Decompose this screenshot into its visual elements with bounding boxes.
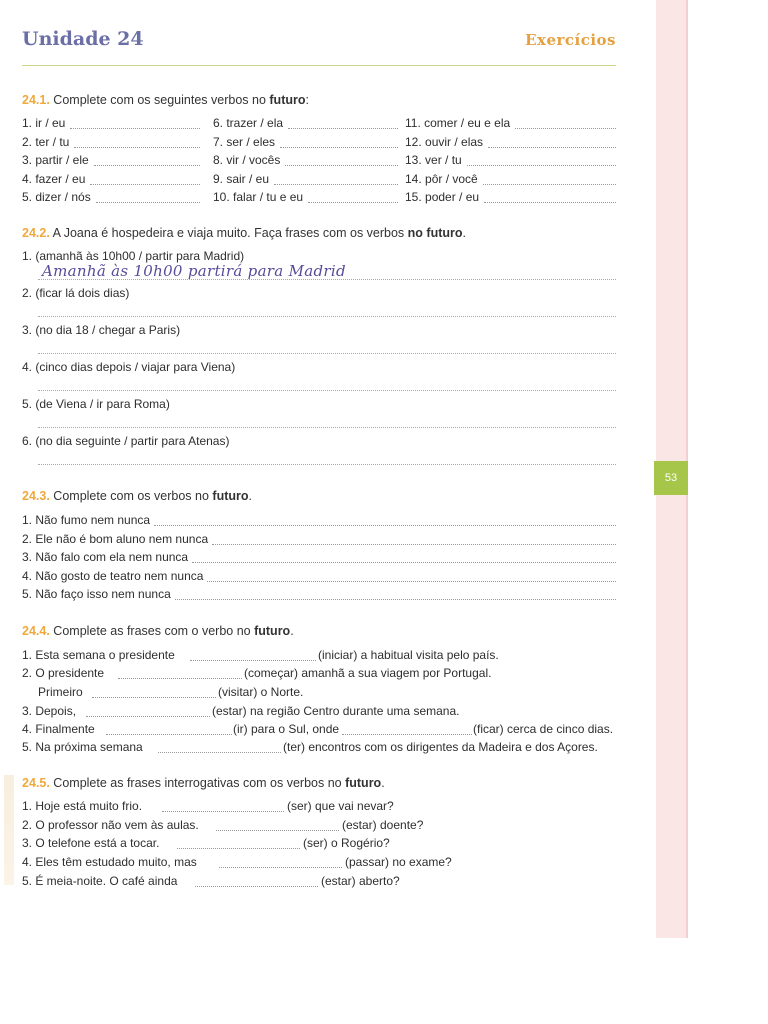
exercise-instruction: Complete com os verbos no <box>53 489 213 503</box>
unit-title: Unidade 24 <box>22 28 144 50</box>
verb-prompt: 3. partir / ele <box>22 153 89 167</box>
answer-blank[interactable] <box>280 147 398 148</box>
verb-prompt: 7. ser / eles <box>213 134 276 149</box>
answer-blank[interactable] <box>86 716 210 717</box>
answer-blank[interactable] <box>212 544 616 545</box>
exercise-number: 24.3. <box>22 489 50 503</box>
answer-blank[interactable] <box>288 128 398 129</box>
sentence-prompt: 4. Não gosto de teatro nem nunca <box>22 568 204 583</box>
exercise-instruction: A Joana é hospedeira e viaja muito. Faça frases com os verbos <box>52 226 408 240</box>
answer-blank[interactable] <box>467 165 616 166</box>
exercise-instruction: Complete as frases com o verbo no <box>53 624 255 638</box>
answer-blank[interactable] <box>207 581 616 582</box>
margin-decoration <box>4 775 14 885</box>
sentence-end: (ter) encontros com os dirigentes da Madeira e dos Açores. <box>283 740 598 754</box>
verb-prompt: 15. poder / eu <box>405 190 480 204</box>
answer-blank[interactable] <box>94 165 200 166</box>
question-end: (ser) o Rogério? <box>303 836 390 850</box>
answer-line[interactable] <box>38 390 616 391</box>
verb-prompt: 13. ver / tu <box>405 153 462 167</box>
verb-prompt: 1. ir / eu <box>22 116 66 130</box>
verb-prompt: 14. pôr / você <box>405 171 478 186</box>
answer-blank[interactable] <box>195 886 318 887</box>
answer-blank[interactable] <box>177 848 300 849</box>
answer-blank[interactable] <box>488 147 616 148</box>
answer-blank[interactable] <box>90 184 200 185</box>
question-end: (estar) aberto? <box>321 874 400 888</box>
answer-line[interactable] <box>38 316 616 317</box>
verb-prompt: 9. sair / eu <box>213 171 270 186</box>
sentence-prompt: 5. Na próxima semana <box>22 740 143 754</box>
exercise-instruction: Complete as frases interrogativas com os verbos no <box>53 776 346 790</box>
exercise-24-2-heading <box>22 226 466 240</box>
verb-prompt: 8. vir / vocês <box>213 153 281 167</box>
sentence-end: (começar) amanhã a sua viagem por Portugal. <box>244 666 492 680</box>
sentence-prompt: 5. (de Viena / ir para Roma) <box>22 397 170 411</box>
sentence-prompt: 1. (amanhã às 10h00 / partir para Madrid) <box>22 249 245 263</box>
sentence-prompt: 2. Ele não é bom aluno nem nunca <box>22 531 209 546</box>
answer-blank[interactable] <box>74 147 200 148</box>
exercise-number: 24.2. <box>22 226 50 240</box>
sentence-prompt: 1. Não fumo nem nunca <box>22 513 151 527</box>
sentence-end: (visitar) o Norte. <box>218 685 304 699</box>
answer-blank[interactable] <box>158 752 281 753</box>
verb-prompt: 4. fazer / eu <box>22 171 86 186</box>
exercise-number: 24.1. <box>22 93 50 107</box>
answer-blank[interactable] <box>342 734 472 735</box>
question-prompt: 5. É meia-noite. O café ainda <box>22 874 178 888</box>
answer-blank[interactable] <box>274 184 398 185</box>
header-divider <box>22 65 616 66</box>
instruction-keyword: futuro <box>254 624 291 638</box>
answer-blank[interactable] <box>118 678 242 679</box>
page-number-tab: 53 <box>654 461 688 495</box>
sentence-prompt: 2. O presidente <box>22 666 105 680</box>
exercise-24-5-heading <box>22 776 385 790</box>
instruction-keyword: futuro <box>212 489 249 503</box>
answer-line[interactable] <box>38 464 616 465</box>
answer-line[interactable] <box>38 353 616 354</box>
sentence-prompt: 4. (cinco dias depois / viajar para Viena) <box>22 360 236 374</box>
verb-prompt: 5. dizer / nós <box>22 190 91 204</box>
instruction-end: : <box>305 93 309 107</box>
answer-blank[interactable] <box>308 202 398 203</box>
question-prompt: 4. Eles têm estudado muito, mas <box>22 855 197 869</box>
sentence-prompt: Primeiro <box>38 685 83 699</box>
answer-blank[interactable] <box>106 734 232 735</box>
answer-blank[interactable] <box>483 184 616 185</box>
answer-blank[interactable] <box>154 525 616 526</box>
section-title: Exercícios <box>525 31 616 49</box>
sentence-prompt: 3. Não falo com ela nem nunca <box>22 550 189 564</box>
answer-blank[interactable] <box>175 599 616 600</box>
verb-prompt: 12. ouvir / elas <box>405 134 484 149</box>
sentence-middle: (ir) para o Sul, onde <box>233 722 340 736</box>
exercise-24-4-heading <box>22 624 294 638</box>
instruction-keyword: no futuro <box>407 226 463 240</box>
verb-prompt: 10. falar / tu e eu <box>213 190 304 204</box>
exercise-instruction: Complete com os seguintes verbos no <box>53 93 270 107</box>
question-prompt: 3. O telefone está a tocar. <box>22 836 160 850</box>
exercise-24-1-heading <box>22 93 309 107</box>
sentence-prompt: 3. (no dia 18 / chegar a Paris) <box>22 323 181 337</box>
instruction-end: . <box>462 226 466 240</box>
answer-blank[interactable] <box>92 697 216 698</box>
exercise-number: 24.4. <box>22 624 50 638</box>
answer-blank[interactable] <box>162 811 284 812</box>
verb-prompt: 11. comer / eu e ela <box>405 116 511 130</box>
answer-blank[interactable] <box>515 128 616 129</box>
question-prompt: 2. O professor não vem às aulas. <box>22 818 199 832</box>
sentence-end: (estar) na região Centro durante uma semana. <box>212 704 460 718</box>
handwritten-answer: Amanhã às 10h00 partirá para Madrid <box>42 262 346 280</box>
question-end: (ser) que vai nevar? <box>287 799 394 813</box>
answer-blank[interactable] <box>96 202 200 203</box>
answer-blank[interactable] <box>192 562 616 563</box>
answer-line[interactable] <box>38 427 616 428</box>
sentence-end: (ficar) cerca de cinco dias. <box>473 722 614 736</box>
answer-blank[interactable] <box>216 830 339 831</box>
answer-blank[interactable] <box>285 165 398 166</box>
sentence-prompt: 5. Não faço isso nem nunca <box>22 587 171 601</box>
question-end: (estar) doente? <box>342 818 424 832</box>
instruction-end: . <box>381 776 385 790</box>
sentence-prompt: 2. (ficar lá dois dias) <box>22 286 130 300</box>
sentence-end: (iniciar) a habitual visita pelo país. <box>318 648 499 662</box>
sentence-prompt: 3. Depois, <box>22 704 77 718</box>
sentence-prompt: 6. (no dia seguinte / partir para Atenas) <box>22 434 230 448</box>
exercise-number: 24.5. <box>22 776 50 790</box>
instruction-keyword: futuro <box>345 776 382 790</box>
verb-prompt: 6. trazer / ela <box>213 116 284 130</box>
instruction-keyword: futuro <box>269 93 306 107</box>
sentence-prompt: 1. Esta semana o presidente <box>22 648 175 662</box>
instruction-end: . <box>290 624 294 638</box>
answer-blank[interactable] <box>484 202 616 203</box>
question-end: (passar) no exame? <box>345 855 452 869</box>
question-prompt: 1. Hoje está muito frio. <box>22 799 143 813</box>
verb-prompt: 2. ter / tu <box>22 134 70 149</box>
exercise-24-3-heading <box>22 489 252 503</box>
sentence-prompt: 4. Finalmente <box>22 722 95 736</box>
answer-blank[interactable] <box>219 867 342 868</box>
answer-blank[interactable] <box>190 660 316 661</box>
instruction-end: . <box>248 489 252 503</box>
answer-blank[interactable] <box>70 128 200 129</box>
